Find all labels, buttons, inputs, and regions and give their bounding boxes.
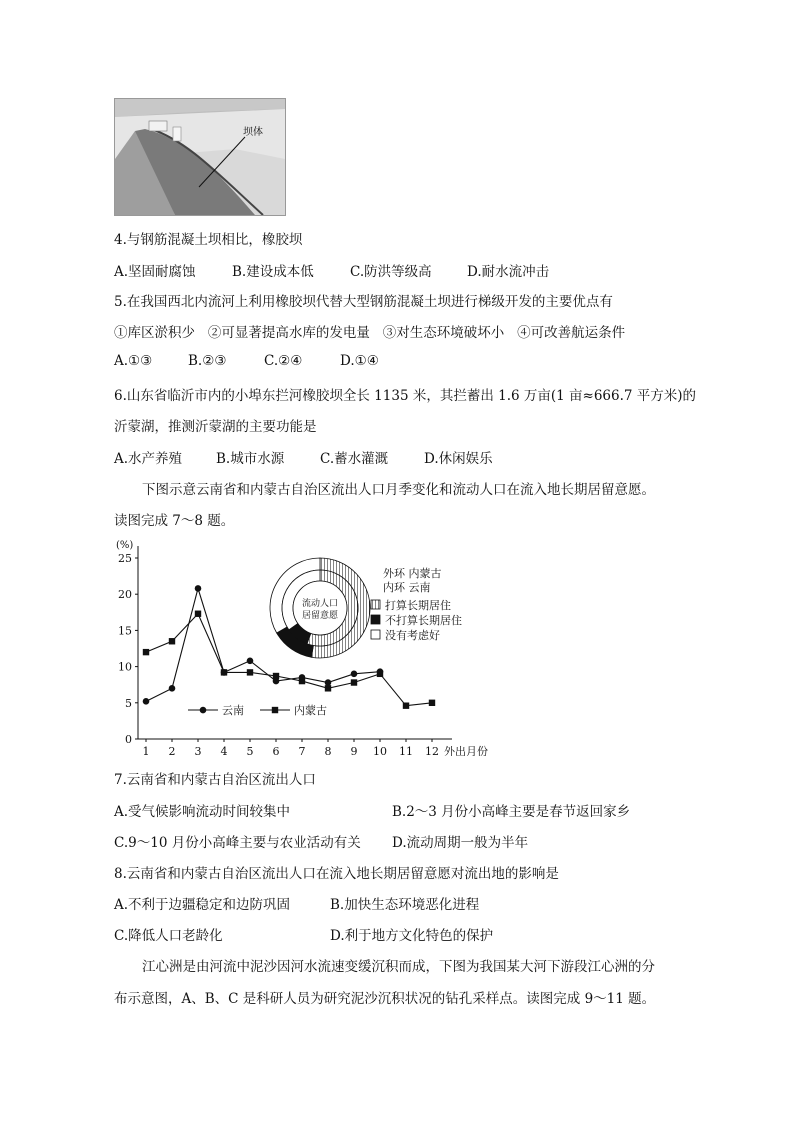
q5-option-a: A.①③ <box>114 353 153 369</box>
q7-option-c: C.9～10 月份小高峰主要与农业活动有关 <box>114 835 361 851</box>
ring-label-inner: 内环 云南 <box>383 581 431 594</box>
x-tick-label: 7 <box>298 745 306 756</box>
legend-label-neimenggu: 内蒙古 <box>294 704 327 718</box>
point-yunnan <box>247 658 254 665</box>
y-tick-label: 0 <box>125 733 132 746</box>
q4-option-a: A.坚固耐腐蚀 <box>114 264 196 280</box>
donut-legend-swatch-2 <box>371 630 380 639</box>
q5-option-d: D.①④ <box>340 353 379 369</box>
donut-legend-label-1: 不打算长期居住 <box>385 614 462 627</box>
q8-option-a: A.不利于边疆稳定和边防巩固 <box>114 897 291 913</box>
x-tick-label: 6 <box>272 745 280 756</box>
x-tick-label: 1 <box>142 745 150 756</box>
point-yunnan <box>143 698 150 705</box>
q5-stem: 5.在我国西北内流河上利用橡胶坝代替大型钢筋混凝土坝进行梯级开发的主要优点有 <box>114 294 613 310</box>
q4-option-b: B.建设成本低 <box>232 264 314 280</box>
q7-option-b: B.2～3 月份小高峰主要是春节返回家乡 <box>392 804 631 820</box>
point-neimenggu <box>429 700 435 706</box>
q7-option-a: A.受气候影响流动时间较集中 <box>114 804 291 820</box>
point-neimenggu <box>377 671 383 677</box>
q5-items: ①库区淤积少 ②可显著提高水库的发电量 ③对生态环境破坏小 ④可改善航运条件 <box>114 325 626 341</box>
legend-marker-yunnan <box>200 707 207 714</box>
point-neimenggu <box>351 679 357 685</box>
q6-option-b: B.城市水源 <box>216 451 285 467</box>
x-axis-label: 外出月份 <box>444 745 488 756</box>
point-neimenggu <box>143 649 149 655</box>
q5-option-c: C.②④ <box>264 353 303 369</box>
point-neimenggu <box>273 673 279 679</box>
q6-stem-line2: 沂蒙湖，推测沂蒙湖的主要功能是 <box>114 419 317 435</box>
legend-label-yunnan: 云南 <box>222 704 244 718</box>
q8-option-b: B.加快生态环境恶化进程 <box>330 897 480 913</box>
q4-option-d: D.耐水流冲击 <box>467 264 550 280</box>
q6-option-d: D.休闲娱乐 <box>424 451 493 467</box>
point-yunnan <box>195 585 202 592</box>
x-tick-label: 3 <box>194 745 202 756</box>
point-neimenggu <box>195 611 201 617</box>
x-tick-label: 11 <box>399 745 413 756</box>
x-tick-label: 12 <box>425 745 439 756</box>
intro-78-line1: 下图示意云南省和内蒙古自治区流出人口月季变化和流动人口在流入地长期居留意愿。 <box>142 482 655 498</box>
intro-911-line2: 布示意图，A、B、C 是科研人员为研究泥沙沉积状况的钻孔采样点。读图完成 9～11 题。 <box>114 991 656 1007</box>
point-neimenggu <box>221 669 227 675</box>
q7-option-d: D.流动周期一般为半年 <box>392 835 529 851</box>
dam-body-label: 坝体 <box>243 127 263 138</box>
q4-option-c: C.防洪等级高 <box>350 264 432 280</box>
q8-option-d: D.利于地方文化特色的保护 <box>330 928 494 944</box>
point-neimenggu <box>169 638 175 644</box>
x-tick-label: 10 <box>373 745 387 756</box>
point-neimenggu <box>247 669 253 675</box>
point-yunnan <box>325 679 332 686</box>
rubber-dam-photo <box>114 98 286 216</box>
donut-legend-swatch-0 <box>371 600 380 609</box>
x-tick-label: 8 <box>324 745 332 756</box>
migration-chart <box>108 536 508 756</box>
point-neimenggu <box>403 702 409 708</box>
point-yunnan <box>169 685 176 692</box>
donut-legend-swatch-1 <box>371 615 380 624</box>
q6-option-a: A.水产养殖 <box>114 451 183 467</box>
q5-option-b: B.②③ <box>188 353 227 369</box>
y-tick-label: 10 <box>118 660 132 674</box>
q6-stem-line1: 6.山东省临沂市内的小埠东拦河橡胶坝全长 1135 米，其拦蓄出 1.6 万亩(1 亩≈666.7 平方米)的 <box>114 388 697 404</box>
donut-center-label-1: 流动人口 <box>301 599 339 609</box>
donut-center-label-2: 居留意愿 <box>301 611 339 621</box>
y-tick-label: 5 <box>125 696 132 710</box>
y-axis-unit: (%) <box>116 540 134 551</box>
intro-911-line1: 江心洲是由河流中泥沙因河水流速变缓沉积而成，下图为我国某大河下游段江心洲的分 <box>142 959 655 975</box>
legend-marker-neimenggu <box>272 707 278 713</box>
donut-legend-label-2: 没有考虑好 <box>385 629 440 642</box>
q8-stem: 8.云南省和内蒙古自治区流出人口在流入地长期居留意愿对流出地的影响是 <box>114 866 559 882</box>
point-yunnan <box>351 671 358 678</box>
intro-78-line2: 读图完成 7～8 题。 <box>114 513 235 529</box>
point-neimenggu <box>299 678 305 684</box>
y-tick-label: 25 <box>118 552 132 565</box>
x-tick-label: 2 <box>168 745 176 756</box>
q4-stem: 4.与钢筋混凝土坝相比，橡胶坝 <box>114 232 303 248</box>
q6-option-c: C.蓄水灌溉 <box>320 451 389 467</box>
ring-label-outer: 外环 内蒙古 <box>383 567 442 580</box>
donut-legend-label-0: 打算长期居住 <box>385 599 451 612</box>
x-tick-label: 5 <box>246 745 254 756</box>
x-tick-label: 9 <box>350 745 358 756</box>
y-tick-label: 20 <box>118 588 132 602</box>
q7-stem: 7.云南省和内蒙古自治区流出人口 <box>114 772 316 788</box>
x-tick-label: 4 <box>220 745 228 756</box>
y-tick-label: 15 <box>118 624 132 638</box>
point-neimenggu <box>325 685 331 691</box>
q8-option-c: C.降低人口老龄化 <box>114 928 223 944</box>
